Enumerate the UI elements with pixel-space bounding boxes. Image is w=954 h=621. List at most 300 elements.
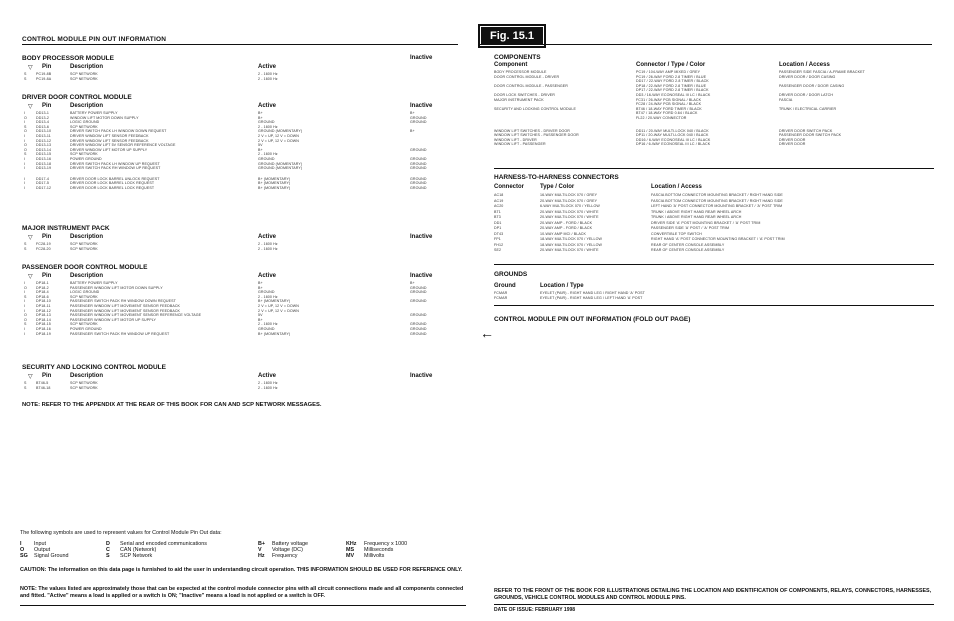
comp-cell: FC31 / 26-WAY PCB SIGNAL / BLACK <box>636 97 702 102</box>
row-pin: DD13-13 <box>36 143 52 148</box>
comp-cell: BT47 / 18-WAY FORD 0.64 / BLACK <box>636 111 698 116</box>
row-io: I <box>24 290 26 295</box>
row-description: PASSENGER WINDOW LIFT MOVEMENT SENSOR FEEDBACK <box>70 304 181 308</box>
row-io: I <box>24 304 26 308</box>
row-pin: DP18-1 <box>36 281 49 285</box>
comp-cell: PC19 / 104-WAY AMP MIXED / GREY <box>636 70 701 74</box>
legend-item: MS <box>346 547 355 553</box>
row-pin: DD17-5 <box>36 181 49 186</box>
row-pin: DD13-6 <box>36 124 49 129</box>
harness-cell: TRUNK / ABOVE RIGHT HAND REAR WHEEL ARCH <box>651 215 742 219</box>
values-note: NOTE: The values listed are approximately those that can be expected at the control module connector pins with all circuit connections made and all components connected and fitted. "Active" means a load is applied or a switch is ON; "Inactive" means a load is not applied or a switch is OFF. <box>20 586 464 599</box>
row-description: POWER GROUND <box>70 327 102 331</box>
date-of-issue: DATE OF ISSUE: FEBRUARY 1998 <box>494 607 576 613</box>
grounds-header: Ground <box>494 283 516 289</box>
row-io: I <box>24 111 26 115</box>
row-inactive: GROUND <box>410 327 427 331</box>
row-io: S <box>24 381 27 385</box>
row-description: PASSENGER WINDOW LIFT MOTOR DOWN SUPPLY <box>70 285 163 290</box>
figure-label: Fig. 15.1 <box>478 24 546 48</box>
row-io: I <box>24 157 26 161</box>
row-description: DRIVER DOOR LOCK BARREL LOCK REQUEST <box>70 186 155 190</box>
section-title: BODY PROCESSOR MODULE <box>22 55 114 62</box>
comp-cell: DP16 / 6-WAY ECONOSEAL III LC / BLACK <box>636 142 711 147</box>
harness-cell: FASCIA BOTTOM CONNECTOR MOUNTING BRACKET / RIGHT HAND SIDE <box>651 198 783 203</box>
col-inactive: Inactive <box>410 373 433 379</box>
row-pin: DP18-12 <box>36 308 51 313</box>
comp-cell: WINDOW LIFT SWITCHES - DRIVER DOOR <box>494 128 571 133</box>
harness-header: Type / Color <box>540 184 575 190</box>
row-io: S <box>24 152 27 157</box>
row-description: SCP NETWORK <box>70 385 98 390</box>
row-description: SCP NETWORK <box>70 294 98 299</box>
row-active: 2 - 1600 Hz <box>258 246 278 251</box>
row-description: PASSENGER WINDOW LIFT MOVEMENT SENSOR REFERENCE VOLTAGE <box>70 313 202 318</box>
col-active: Active <box>258 64 277 70</box>
row-description: SCP NETWORK <box>70 152 98 157</box>
row-description: DRIVER DOOR LOCK BARREL LOCK REQUEST <box>70 181 155 186</box>
legend-item: Voltage (DC) <box>272 547 303 553</box>
row-pin: DP18-16 <box>36 327 51 331</box>
harness-cell: TRUNK / ABOVE RIGHT HAND REAR WHEEL ARCH <box>651 209 742 214</box>
row-active: 2 V = UP, 12 V = DOWN <box>258 308 299 313</box>
comp-cell: DP18 / 22-WAY FORD 2.8 TIMER / BLUE <box>636 83 707 88</box>
row-io: O <box>24 129 27 134</box>
comp-cell: PASSENGER DOOR SWITCH PACK <box>779 133 842 138</box>
comp-cell: DD11 / 20-WAY MULTI-LOCK 040 / BLACK <box>636 128 709 133</box>
legend-item: Milliseconds <box>364 547 394 553</box>
row-inactive: GROUND <box>410 166 427 171</box>
row-description: PASSENGER WINDOW LIFT MOTOR UP SUPPLY <box>70 317 157 322</box>
grounds-rule <box>494 305 934 306</box>
row-pin: FC28-20 <box>36 246 51 251</box>
row-inactive: GROUND <box>410 285 427 290</box>
row-pin: DD17-12 <box>36 186 52 190</box>
foldout-title: CONTROL MODULE PIN OUT INFORMATION (FOLD OUT PAGE) <box>494 316 691 323</box>
row-inactive: GROUND <box>410 115 427 120</box>
row-description: DRIVER DOOR LOCK BARREL UNLOCK REQUEST <box>70 176 160 181</box>
page-title: CONTROL MODULE PIN OUT INFORMATION <box>22 36 167 43</box>
harness-cell: AC18 <box>494 193 504 197</box>
triangle-icon: ▽ <box>28 374 33 380</box>
col-pin: Pin <box>42 273 52 279</box>
row-io: I <box>24 181 26 186</box>
row-active: B+ <box>258 285 263 290</box>
harness-header: Location / Access <box>651 184 702 190</box>
row-active: B+ (MOMENTARY) <box>258 181 291 186</box>
comp-cell: TRUNK / ELECTRICAL CARRIER <box>779 106 837 111</box>
row-active: 2 - 1600 Hz <box>258 381 278 385</box>
row-active: B+ <box>258 147 263 152</box>
row-inactive: GROUND <box>410 181 427 186</box>
row-active: B+ <box>258 115 263 120</box>
row-pin: DD13-18 <box>36 161 52 166</box>
comp-cell: BT46 / 18-WAY FORD TIMER / BLACK <box>636 106 702 111</box>
harness-cell: REAR OF CENTER CONSOLE ASSEMBLY <box>651 242 725 247</box>
harness-cell: 20-WAY MULTILOCK 070 / WHITE <box>540 215 599 219</box>
row-inactive: B+ <box>410 129 415 134</box>
section-title: MAJOR INSTRUMENT PACK <box>22 225 110 232</box>
row-pin: PC19-8A <box>36 76 52 81</box>
comp-rule <box>494 168 934 169</box>
row-io: S <box>24 385 27 390</box>
col-pin: Pin <box>42 373 52 379</box>
comp-cell: PASSENGER SIDE FASCIA / A-FRAME BRACKET <box>779 70 865 74</box>
row-description: LOGIC GROUND <box>70 120 100 125</box>
row-io: I <box>24 166 26 171</box>
legend-item: S <box>106 553 110 559</box>
row-inactive: GROUND <box>410 322 427 327</box>
row-description: POWER GROUND <box>70 157 102 161</box>
comp-cell: DRIVER DOOR / DOOR CASING <box>779 74 836 79</box>
legend-item: Frequency <box>272 553 298 559</box>
row-active: GROUND <box>258 120 275 125</box>
legend-item: B+ <box>258 541 266 547</box>
harness-cell: DP1 <box>494 226 502 230</box>
row-io: O <box>24 115 27 120</box>
col-pin: Pin <box>42 64 52 70</box>
row-active: GROUND <box>258 157 275 161</box>
grounds-header: Location / Type <box>540 283 584 289</box>
comp-cell: WINDOW LIFT SWITCHES - PASSENGER DOOR <box>494 133 579 138</box>
row-description: DRIVER WINDOW LIFT MOTOR UP SUPPLY <box>70 147 148 152</box>
row-pin: DD13-10 <box>36 129 52 134</box>
row-io: I <box>24 331 26 336</box>
row-active: 2 V = UP, 12 V = DOWN <box>258 134 299 138</box>
legend-item: Input <box>34 541 46 547</box>
row-active: GROUND (MOMENTARY) <box>258 166 303 171</box>
row-inactive: GROUND <box>410 313 427 318</box>
harness-cell: 20-WAY MULTILOCK 070 / WHITE <box>540 248 599 252</box>
row-active: GROUND <box>258 290 275 295</box>
harness-cell: 20-WAY MULTILOCK 070 / GREY <box>540 198 598 203</box>
row-active: 2 - 1600 Hz <box>258 385 278 390</box>
harness-cell: LEFT HAND 'A' POST CONNECTOR MOUNTING BRACKET / 'A' POST TRIM <box>651 204 783 208</box>
row-description: SCP NETWORK <box>70 124 98 129</box>
row-active: B+ (MOMENTARY) <box>258 299 291 304</box>
row-active: 2 V = UP, 12 V = DOWN <box>258 138 299 143</box>
harness-cell: AC19 <box>494 198 504 203</box>
row-pin: DP18-10 <box>36 299 51 304</box>
harness-cell: 18-WAY MULTILOCK 070 / YELLOW <box>540 242 603 247</box>
row-io: I <box>24 281 26 285</box>
comp-cell: DP11 / 20-WAY MULTI-LOCK 040 / BLACK <box>636 133 709 138</box>
harness-cell: 20-WAY MULTILOCK 070 / WHITE <box>540 209 599 214</box>
row-description: DRIVER SWITCH PACK LH WINDOW UP REQUEST <box>70 161 160 166</box>
row-pin: BT46-5 <box>36 381 49 385</box>
row-pin: DP18-4 <box>36 290 49 295</box>
row-active: 2 - 1600 Hz <box>258 322 278 327</box>
col-active: Active <box>258 273 277 279</box>
row-active: GROUND <box>258 327 275 331</box>
row-io: I <box>24 327 26 331</box>
legend-item: SCP Network <box>120 553 153 559</box>
row-description: DRIVER WINDOW LIFT 5V SENSOR REFERENCE VOLTAGE <box>70 143 176 148</box>
row-io: I <box>24 176 26 181</box>
row-description: BATTERY POWER SUPPLY <box>70 281 118 285</box>
comp-cell: DOOR CONTROL MODULE - DRIVER <box>494 74 560 79</box>
row-io: I <box>24 120 26 125</box>
row-active: 5V <box>258 313 263 318</box>
harness-header: Connector <box>494 184 524 190</box>
row-io: S <box>24 72 27 76</box>
triangle-icon: ▽ <box>28 104 33 110</box>
row-active: 2 V = UP, 12 V = DOWN <box>258 304 299 308</box>
row-description: SCP NETWORK <box>70 72 98 76</box>
harness-cell: DRIVER SIDE 'A' POST MOUNTING BRACKET / 'A' POST TRIM <box>651 220 761 225</box>
row-active: 2 - 1600 Hz <box>258 242 278 246</box>
comp-cell: DD17 / 22-WAY FORD 2.8 TIMER / BLACK <box>636 79 709 84</box>
legend-item: Frequency x 1000 <box>364 541 408 547</box>
section-title: PASSENGER DOOR CONTROL MODULE <box>22 264 148 271</box>
row-pin: DD13-16 <box>36 157 52 161</box>
legend-item: MV <box>346 553 355 559</box>
row-pin: DP18-14 <box>36 317 51 322</box>
comp-cell: DRIVER DOOR <box>779 137 806 142</box>
col-pin: Pin <box>42 234 52 240</box>
row-inactive: GROUND <box>410 147 427 152</box>
arrow-left-icon: ← <box>480 325 494 341</box>
legend-intro: The following symbols are used to represent values for Control Module Pin Out data: <box>20 530 222 536</box>
bottom-rule-left <box>20 605 466 606</box>
row-description: LOGIC GROUND <box>70 290 100 295</box>
grounds-cell: FCMAR <box>494 296 508 300</box>
legend-item: SG <box>20 553 28 559</box>
harness-cell: PASSENGER SIDE 'A' POST / 'A' POST TRIM <box>651 226 730 230</box>
row-io: S <box>24 294 27 299</box>
row-active: 2 - 1600 Hz <box>258 72 278 76</box>
row-pin: DD13-4 <box>36 120 49 125</box>
row-pin: DD13-11 <box>36 134 51 138</box>
col-description: Description <box>70 64 104 70</box>
comp-cell: MAJOR INSTRUMENT PACK <box>494 97 544 102</box>
comp-cell: WINDOW LIFT - DRIVER <box>494 137 537 142</box>
harness-cell: FASCIA BOTTOM CONNECTOR MOUNTING BRACKET / RIGHT HAND SIDE <box>651 193 783 197</box>
legend-item: O <box>20 547 25 553</box>
row-io: O <box>24 147 27 152</box>
triangle-icon: ▽ <box>28 274 33 280</box>
col-description: Description <box>70 373 104 379</box>
row-active: B+ (MOMENTARY) <box>258 176 291 181</box>
grounds-title: GROUNDS <box>494 271 528 278</box>
row-active: B+ (MOMENTARY) <box>258 186 291 190</box>
row-active: GROUND (MOMENTARY) <box>258 161 303 166</box>
grounds-cell: EYELET (PAIR) - RIGHT HAND LEG / LEFT HAND 'A' POST <box>540 296 643 300</box>
row-description: PASSENGER WINDOW LIFT MOVEMENT SENSOR FEEDBACK <box>70 308 181 313</box>
comp-header: Location / Access <box>779 62 830 68</box>
col-description: Description <box>70 234 104 240</box>
comp-cell: DOOR CONTROL MODULE - PASSENGER <box>494 83 568 88</box>
harness-cell: 16-WAY MULTILOCK 070 / GREY <box>540 193 598 197</box>
section-title: DRIVER DOOR CONTROL MODULE <box>22 94 132 101</box>
col-inactive: Inactive <box>410 55 433 61</box>
row-pin: BT46-18 <box>36 385 51 390</box>
grounds-cell: EYELET (PAIR) - RIGHT HAND LEG / RIGHT HAND 'A' POST <box>540 291 645 295</box>
comp-cell: FL22 / 20-WAY CONNECTOR <box>636 116 687 120</box>
appendix-note: NOTE: REFER TO THE APPENDIX AT THE REAR OF THIS BOOK FOR CAN AND SCP NETWORK MESSAGES. <box>22 402 322 408</box>
harness-cell: 10-WAY AMP MCI / BLACK <box>540 231 587 236</box>
legend-item: Signal Ground <box>34 553 69 559</box>
header-rule-right <box>478 44 932 45</box>
comp-cell: PASSENGER DOOR / DOOR CASING <box>779 83 845 88</box>
row-description: DRIVER WINDOW LIFT SENSOR FEEDBACK <box>70 134 149 138</box>
col-active: Active <box>258 234 277 240</box>
legend-item: Millivolts <box>364 553 385 559</box>
comp-cell: DD16 / 6-WAY ECONOSEAL III LC / BLACK <box>636 137 711 142</box>
row-pin: DD13-2 <box>36 115 49 120</box>
refer-front-note: REFER TO THE FRONT OF THE BOOK FOR ILLUSTRATIONS DETAILING THE LOCATION AND IDENTIFICATION OF COMPONENTS, RELAYS, CONNECTORS, HARNESSES, GROUNDS, VEHICLE CONTROL MODULES AND CONTROL MODULE PINS. <box>494 588 932 601</box>
row-io: S <box>24 322 27 327</box>
section-title: SECURITY AND LOCKING CONTROL MODULE <box>22 364 166 371</box>
legend-item: C <box>106 547 110 553</box>
caution-text: CAUTION: The information on this data page is furnished to aid the user in understanding circuit operation. THIS INFORMATION SHOULD BE USED FOR REFERENCE ONLY. <box>20 567 463 573</box>
row-inactive: GROUND <box>410 331 427 336</box>
col-active: Active <box>258 103 277 109</box>
row-io: O <box>24 285 27 290</box>
row-inactive: GROUND <box>410 290 427 295</box>
row-description: DRIVER SWITCH PACK RH WINDOW UP REQUEST <box>70 166 161 171</box>
row-io: I <box>24 161 26 166</box>
row-io: S <box>24 242 27 246</box>
legend-item: Output <box>34 547 51 553</box>
row-description: PASSENGER SWITCH PACK RH WINDOW DOWN REQUEST <box>70 299 176 304</box>
harness-cell: 20-WAY AMP - FORD / BLACK <box>540 226 593 230</box>
harness-cell: REAR OF CENTER CONSOLE ASSEMBLY <box>651 248 725 252</box>
row-io: O <box>24 313 27 318</box>
row-description: SCP NETWORK <box>70 322 98 327</box>
row-io: S <box>24 246 27 251</box>
comp-cell: WINDOW LIFT - PASSENGER <box>494 142 546 147</box>
row-inactive: GROUND <box>410 186 427 190</box>
row-active: B+ (MOMENTARY) <box>258 331 291 336</box>
harness-cell: 20-WAY AMP - FORD / BLACK <box>540 220 593 225</box>
row-inactive: B+ <box>410 281 415 285</box>
harness-rule <box>494 264 934 265</box>
row-description: WINDOW LIFT MOTOR DOWN SUPPLY <box>70 115 139 120</box>
row-io: O <box>24 143 27 148</box>
row-pin: DP18-6 <box>36 294 49 299</box>
row-pin: DD13-19 <box>36 166 52 171</box>
legend-item: KHz <box>346 541 357 547</box>
row-description: DRIVER SWITCH PACK LH WINDOW DOWN REQUEST <box>70 129 167 134</box>
legend-item: I <box>20 541 22 547</box>
comp-header: Component <box>494 62 528 68</box>
comp-cell: DP17 / 22-WAY FORD 2.8 TIMER / BLACK <box>636 88 709 93</box>
grounds-cell: FCMAR <box>494 291 508 295</box>
col-inactive: Inactive <box>410 103 433 109</box>
col-description: Description <box>70 273 104 279</box>
legend-item: CAN (Network) <box>120 547 157 553</box>
row-pin: DP18-11 <box>36 304 51 308</box>
row-pin: DD13-15 <box>36 152 52 157</box>
harness-cell: SE2 <box>494 248 502 252</box>
legend-item: D <box>106 541 110 547</box>
row-inactive: GROUND <box>410 176 427 181</box>
col-description: Description <box>70 103 104 109</box>
harness-cell: FP1 <box>494 237 501 241</box>
row-inactive: GROUND <box>410 161 427 166</box>
harness-cell: DT43 <box>494 231 504 236</box>
row-pin: DP18-15 <box>36 322 51 327</box>
harness-cell: FH12 <box>494 242 504 247</box>
row-description: SCP NETWORK <box>70 381 98 385</box>
row-io: I <box>24 134 26 138</box>
comp-cell: DD3 / 16-WAY ECONOSEAL III LC / BLACK <box>636 93 711 97</box>
legend-item: Hz <box>258 553 265 559</box>
row-io: I <box>24 308 26 313</box>
comp-cell: DRIVER DOOR <box>779 142 806 147</box>
comp-cell: PC19 / 26-WAY FORD 2.8 TIMER / BLUE <box>636 74 707 79</box>
row-description: BATTERY POWER SUPPLY <box>70 111 118 115</box>
harness-cell: BT1 <box>494 209 501 214</box>
harness-cell: 18-WAY MULTILOCK 070 / YELLOW <box>540 237 603 241</box>
row-active: 2 - 1600 Hz <box>258 124 278 129</box>
row-io: I <box>24 186 26 190</box>
triangle-icon: ▽ <box>28 235 33 241</box>
row-pin: FC28-19 <box>36 242 51 246</box>
harness-cell: RIGHT HAND 'A' POST CONNECTOR MOUNTING BRACKET / 'A' POST TRIM <box>651 237 785 241</box>
col-inactive: Inactive <box>410 234 433 240</box>
row-description: SCP NETWORK <box>70 246 98 251</box>
row-io: I <box>24 299 26 304</box>
row-pin: DP18-19 <box>36 331 51 336</box>
row-active: 5V <box>258 143 263 148</box>
row-active: B+ <box>258 111 263 115</box>
comp-cell: DOOR LOCK SWITCHES - DRIVER <box>494 93 556 97</box>
legend-item: Serial and encoded communications <box>120 541 207 547</box>
col-inactive: Inactive <box>410 273 433 279</box>
row-io: S <box>24 124 27 129</box>
comp-cell: FC28 / 24-WAY PCB SIGNAL / BLACK <box>636 102 702 107</box>
row-inactive: B+ <box>410 111 415 115</box>
row-pin: PC19-8B <box>36 72 52 76</box>
triangle-icon: ▽ <box>28 65 33 71</box>
legend-item: V <box>258 547 262 553</box>
comp-cell: DRIVER DOOR / DOOR LATCH <box>779 93 834 97</box>
col-active: Active <box>258 373 277 379</box>
legend-item: Battery voltage <box>272 541 308 547</box>
components-title: COMPONENTS <box>494 54 541 61</box>
row-description: PASSENGER SWITCH PACK RH WINDOW UP REQUEST <box>70 331 170 336</box>
comp-header: Connector / Type / Color <box>636 62 706 68</box>
row-inactive: GROUND <box>410 157 427 161</box>
row-pin: DP18-2 <box>36 285 49 290</box>
row-inactive: GROUND <box>410 120 427 125</box>
row-active: 2 - 1600 Hz <box>258 152 278 157</box>
harness-cell: BT3 <box>494 215 501 219</box>
row-description: SCP NETWORK <box>70 76 98 81</box>
comp-cell: FASCIA <box>779 97 793 102</box>
bottom-rule-right <box>494 604 934 605</box>
comp-cell: SECURITY AND LOCKING CONTROL MODULE <box>494 106 576 111</box>
comp-cell: BODY PROCESSOR MODULE <box>494 70 547 74</box>
row-description: DRIVER WINDOW LIFT SENSOR FEEDBACK <box>70 138 149 143</box>
comp-cell: DRIVER DOOR SWITCH PACK <box>779 128 833 133</box>
header-rule <box>22 44 458 45</box>
row-io: S <box>24 76 27 81</box>
harness-title: HARNESS-TO-HARNESS CONNECTORS <box>494 174 619 181</box>
row-pin: DD13-14 <box>36 147 52 152</box>
row-description: SCP NETWORK <box>70 242 98 246</box>
harness-cell: 6-WAY MULTILOCK 070 / YELLOW <box>540 204 600 208</box>
row-active: B+ <box>258 317 263 322</box>
row-active: B+ <box>258 281 263 285</box>
row-pin: DD13-1 <box>36 111 49 115</box>
harness-cell: CONVERTIBLE TOP SWITCH <box>651 231 702 236</box>
row-pin: DP18-13 <box>36 313 51 318</box>
row-pin: DD17-4 <box>36 176 49 181</box>
row-active: 2 - 1600 Hz <box>258 294 278 299</box>
